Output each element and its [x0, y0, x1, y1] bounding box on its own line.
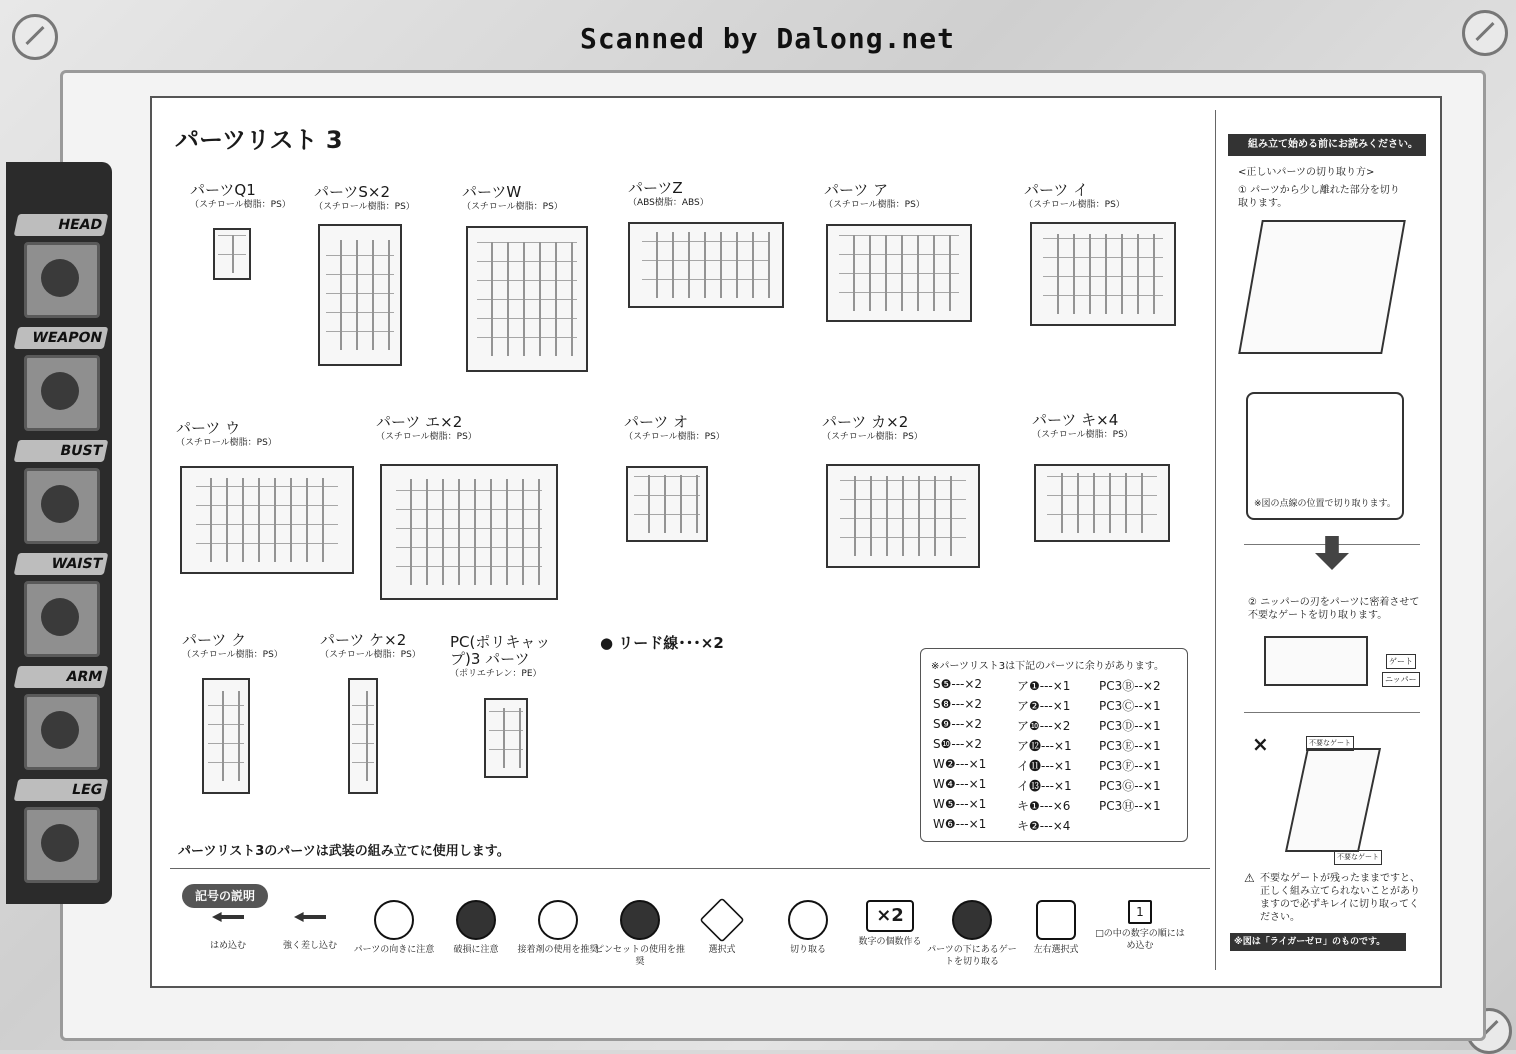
surplus-item: S❺---×2: [933, 677, 983, 691]
surplus-item: PC3Ⓔ--×1: [1099, 739, 1161, 753]
nipper-diagram: [1264, 636, 1368, 686]
surplus-item: ア❶---×1: [1017, 679, 1071, 693]
part-name: パーツ ア: [824, 181, 889, 199]
sprue-pc3: [484, 698, 528, 778]
sprue-u: [180, 466, 354, 574]
legend-symbol-label: はめ込む: [209, 941, 246, 951]
surplus-item: イ⓭---×1: [1017, 779, 1072, 793]
surplus-item: PC3Ⓒ--×1: [1099, 699, 1161, 713]
legend-symbol-label: パーツの向きに注意: [353, 945, 435, 955]
part-ke: [320, 632, 421, 661]
part-ka: [822, 414, 923, 443]
part-name: パーツ オ: [624, 413, 689, 431]
legend-symbol-label: 数字の個数作る: [858, 937, 922, 947]
surplus-column: [1099, 677, 1161, 817]
break-icon: [456, 900, 496, 940]
sidebar-item-leg[interactable]: [16, 779, 110, 883]
part-ki: [1032, 412, 1133, 441]
legend-symbol-label: 破損に注意: [453, 945, 499, 955]
part-name: パーツ カ×2: [822, 413, 909, 431]
nipper-label: ニッパー: [1382, 672, 1420, 687]
part-name: パーツ ケ×2: [320, 631, 407, 649]
bust-thumbnail-icon: [24, 468, 100, 544]
part-material: （スチロール樹脂：PS）: [190, 200, 291, 210]
select-icon: [699, 897, 744, 942]
legend-symbol-label: 切り取る: [789, 945, 826, 955]
part-ku: [182, 632, 283, 661]
legend-symbol: [674, 900, 770, 956]
page-title: パーツリスト 3: [175, 126, 343, 154]
part-name: パーツ キ×4: [1032, 411, 1119, 429]
legend-symbol: [1092, 900, 1188, 952]
sidebar-item-head[interactable]: [16, 214, 110, 318]
lead-wire-label: ● リード線･･･×2: [600, 634, 724, 652]
legend-symbol-label: 強く差し込む: [282, 941, 337, 951]
surplus-item: PC3Ⓑ--×2: [1099, 679, 1161, 693]
part-material: （スチロール樹脂：PS）: [822, 432, 923, 442]
sprue-o: [626, 466, 708, 542]
sprue-w: [466, 226, 588, 372]
cut-detail-box: [1246, 392, 1404, 520]
sidebar: [6, 162, 112, 904]
sprue-a: [826, 224, 972, 322]
bad-gate-label: 不要なゲート: [1306, 736, 1354, 751]
surplus-item: ア⓬---×1: [1017, 739, 1072, 753]
legend-symbol-label: パーツの下にあるゲートを切り取る: [927, 945, 1017, 967]
leg-thumbnail-icon: [24, 807, 100, 883]
legend-symbol: [262, 900, 358, 952]
legend-symbol-label: 左右選択式: [1033, 945, 1079, 955]
weapon-thumbnail-icon: [24, 355, 100, 431]
sprue-ke: [348, 678, 378, 794]
part-material: （スチロール樹脂：PS）: [376, 432, 477, 442]
wrong-mark: ×: [1252, 732, 1269, 756]
legend-symbol-label: 選択式: [708, 945, 736, 955]
guide-subhead: <正しいパーツの切り取り方>: [1238, 167, 1375, 178]
part-w: [462, 184, 563, 213]
surplus-parts-box: [920, 648, 1188, 842]
legend-symbol: [924, 900, 1020, 968]
tweezers-icon: [620, 900, 660, 940]
sidebar-item-label: HEAD: [14, 214, 109, 236]
surplus-heading: ※パーツリスト3は下記のパーツに余りがあります。: [931, 661, 1164, 672]
part-material: （スチロール樹脂：PS）: [824, 200, 925, 210]
sprue-z: [628, 222, 784, 308]
part-q1: [190, 182, 291, 211]
part-material: （スチロール樹脂：PS）: [320, 650, 421, 660]
exclamation-icon: [374, 900, 414, 940]
part-name: パーツ イ: [1024, 181, 1089, 199]
surplus-item: キ❷---×4: [1017, 819, 1071, 833]
surplus-item: S❾---×2: [933, 717, 983, 731]
part-name: パーツQ1: [190, 181, 256, 199]
part-i: [1024, 182, 1125, 211]
surplus-item: イ⓫---×1: [1017, 759, 1072, 773]
cut-detail-caption: ※図の点線の位置で切り取ります。: [1254, 499, 1396, 509]
order-icon: 1: [1128, 900, 1152, 924]
part-name: パーツ ウ: [176, 419, 241, 437]
legend-symbol-label: □の中の数字の順にはめ込む: [1095, 929, 1185, 951]
part-material: （スチロール樹脂：PS）: [182, 650, 283, 660]
surplus-column: [933, 677, 986, 837]
surplus-item: S❽---×2: [933, 697, 983, 711]
waist-thumbnail-icon: [24, 581, 100, 657]
sidebar-item-label: BUST: [14, 440, 109, 462]
legend-title: 記号の説明: [182, 884, 268, 908]
sprue-s: [318, 224, 402, 366]
part-a: [824, 182, 925, 211]
guide-step-2: ② ニッパーの刃をパーツに密着させて不要なゲートを切り取ります。: [1248, 597, 1420, 621]
part-name: PC(ポリキャップ)3 パーツ: [450, 633, 551, 668]
sidebar-item-label: WAIST: [14, 553, 109, 575]
legend-symbol-label: ピンセットの使用を推奨: [594, 945, 685, 967]
part-material: （ポリエチレン：PE）: [450, 669, 542, 679]
sprue-ku: [202, 678, 250, 794]
surplus-item: PC3Ⓗ--×1: [1099, 799, 1161, 813]
head-thumbnail-icon: [24, 242, 100, 318]
surplus-item: W❻---×1: [933, 817, 987, 831]
bad-gate-label: 不要なゲート: [1334, 850, 1382, 865]
legend-symbol: [1008, 900, 1104, 956]
part-z: [628, 180, 709, 209]
glue-icon: [538, 900, 578, 940]
warning-triangle-icon: ⚠: [1244, 871, 1255, 885]
surplus-item: W❷---×1: [933, 757, 987, 771]
surplus-item: PC3Ⓖ--×1: [1099, 779, 1161, 793]
part-name: パーツZ: [628, 179, 683, 197]
sprue-ki: [1034, 464, 1170, 542]
surplus-item: キ❶---×6: [1017, 799, 1071, 813]
sidebar-item-bust[interactable]: [16, 440, 110, 544]
sprue-cut-diagram: [1238, 220, 1406, 354]
warning-heading: 組み立て始める前にお読みください。: [1228, 134, 1426, 156]
corner-emblem-icon: [1462, 10, 1508, 56]
divider: [170, 868, 1210, 869]
diagram-footnote: ※図は「ライガーゼロ」のものです。: [1230, 933, 1406, 951]
guide-step-1: ① パーツから少し離れた部分を切り取ります。: [1238, 185, 1400, 209]
sprue-ka: [826, 464, 980, 568]
legend-symbol-label: 接着剤の使用を推奨: [517, 945, 599, 955]
arm-thumbnail-icon: [24, 694, 100, 770]
dashed-arrow-icon: [210, 900, 246, 936]
surplus-item: S❿---×2: [933, 737, 983, 751]
part-material: （スチロール樹脂：PS）: [176, 438, 277, 448]
part-material: （スチロール樹脂：PS）: [624, 432, 725, 442]
surplus-item: PC3Ⓓ--×1: [1099, 719, 1161, 733]
sidebar-item-label: WEAPON: [14, 327, 109, 349]
part-material: （スチロール樹脂：PS）: [1032, 430, 1133, 440]
cut-icon: [788, 900, 828, 940]
part-material: （スチロール樹脂：PS）: [314, 202, 415, 212]
surplus-item: W❹---×1: [933, 777, 987, 791]
sidebar-item-label: LEG: [14, 779, 109, 801]
surplus-item: ア❷---×1: [1017, 699, 1071, 713]
part-u: [176, 420, 277, 449]
divider: [1244, 712, 1420, 713]
surplus-column: [1017, 677, 1072, 837]
gate-label: ゲート: [1386, 654, 1416, 669]
gate-icon: [952, 900, 992, 940]
sidebar-item-arm[interactable]: [16, 666, 110, 770]
part-material: （スチロール樹脂：PS）: [462, 202, 563, 212]
part-o: [624, 414, 725, 443]
sidebar-item-label: ARM: [14, 666, 109, 688]
sprue-q1: [213, 228, 251, 280]
sprue-i: [1030, 222, 1176, 326]
part-material: （ABS樹脂：ABS）: [628, 198, 709, 208]
surplus-item: ア❿---×2: [1017, 719, 1071, 733]
surplus-item: PC3Ⓕ--×1: [1099, 759, 1161, 773]
sprue-e: [380, 464, 558, 600]
surplus-item: W❺---×1: [933, 797, 987, 811]
part-s: [314, 184, 415, 213]
part-name: パーツS×2: [314, 183, 391, 201]
part-pc3: [450, 634, 570, 680]
watermark: Scanned by Dalong.net: [580, 22, 956, 55]
corner-emblem-icon: [12, 14, 58, 60]
part-name: パーツW: [462, 183, 522, 201]
sidebar-item-weapon[interactable]: [16, 327, 110, 431]
leftover-gate-warning: 不要なゲートが残ったままですと、正しく組み立てられないことがありますので必ずキレイに切り取ってください。: [1260, 873, 1420, 923]
part-name: パーツ エ×2: [376, 413, 463, 431]
part-name: パーツ ク: [182, 631, 247, 649]
usage-note: パーツリスト3のパーツは武装の組み立てに使用します。: [178, 844, 510, 859]
sidebar-item-waist[interactable]: [16, 553, 110, 657]
x2-icon: ×2: [866, 900, 914, 932]
lr-select-icon: [1036, 900, 1076, 940]
bold-arrow-icon: [292, 900, 328, 936]
part-e: [376, 414, 477, 443]
part-material: （スチロール樹脂：PS）: [1024, 200, 1125, 210]
